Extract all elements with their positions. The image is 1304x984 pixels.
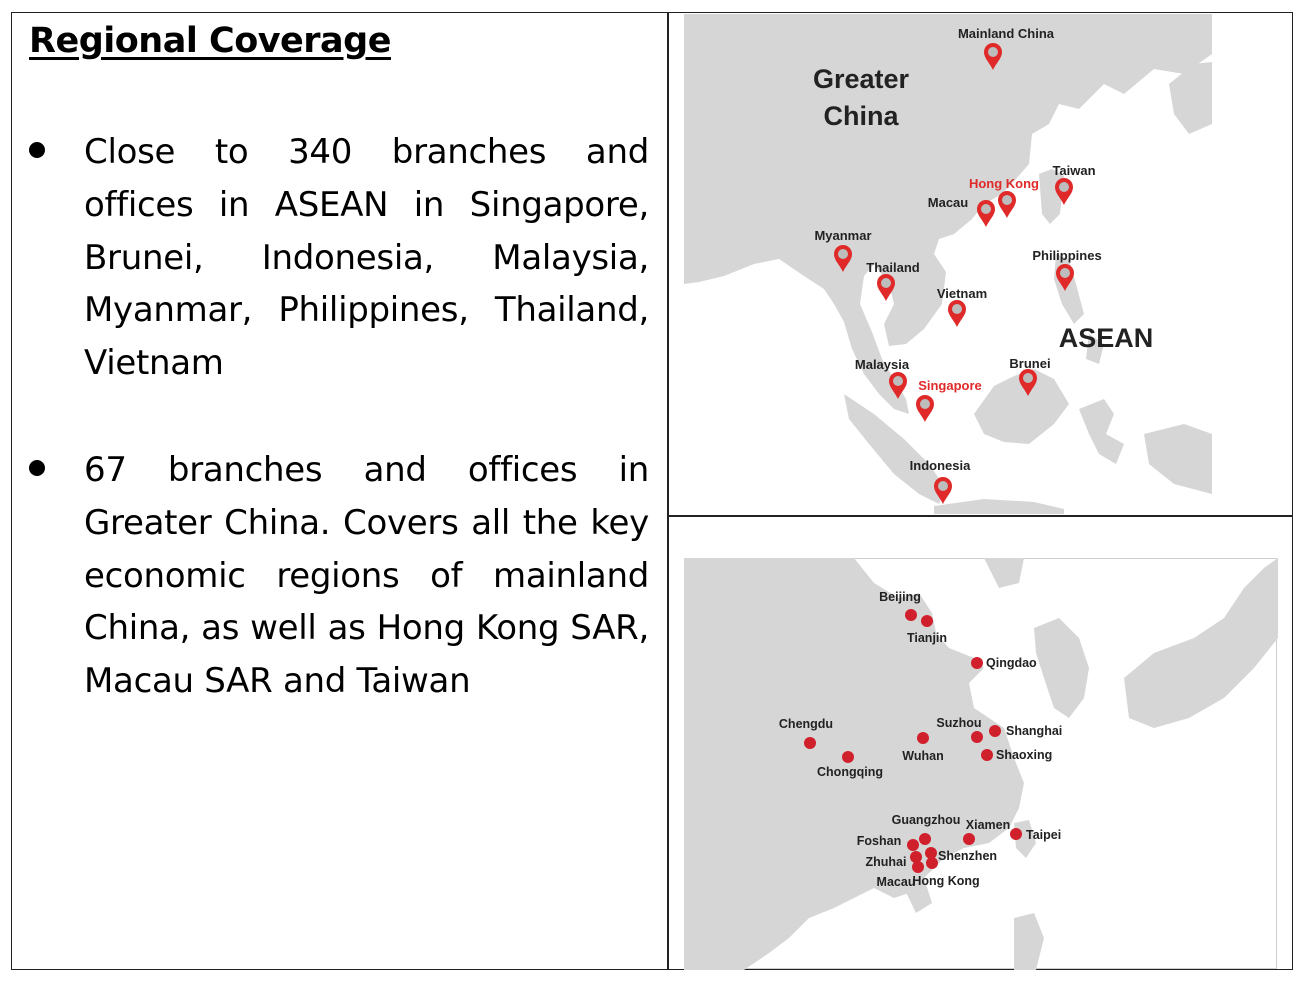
city-label-guangzhou: Guangzhou bbox=[891, 813, 961, 827]
bullet-asean bbox=[29, 126, 649, 386]
column-divider bbox=[667, 12, 669, 970]
city-label-foshan: Foshan bbox=[856, 834, 902, 848]
city-dot bbox=[910, 851, 922, 863]
region-label-greater-china-2: China bbox=[823, 101, 899, 131]
city-dot bbox=[842, 751, 854, 763]
pin-label-indonesia: Indonesia bbox=[909, 458, 971, 473]
pin-label-malaysia: Malaysia bbox=[854, 357, 910, 372]
region-label-greater-china-1: Greater bbox=[812, 64, 910, 94]
city-label-shanghai: Shanghai bbox=[1006, 724, 1063, 738]
pin-label-mainland-china: Mainland China bbox=[957, 26, 1055, 41]
city-label-chongqing: Chongqing bbox=[817, 765, 883, 779]
pin-center bbox=[1023, 373, 1033, 383]
pin-label-philippines: Philippines bbox=[1032, 248, 1102, 263]
pin-center bbox=[988, 47, 998, 57]
city-dot bbox=[971, 731, 983, 743]
asean-map-svg bbox=[684, 14, 1212, 514]
pin-center bbox=[881, 278, 891, 288]
pin-label-myanmar: Myanmar bbox=[814, 228, 872, 243]
pin-label-singapore: Singapore bbox=[918, 378, 982, 393]
asean-map bbox=[684, 14, 1212, 514]
section-heading: Regional Coverage bbox=[29, 21, 391, 61]
pin-center bbox=[893, 376, 903, 386]
city-label-macau: Macau bbox=[876, 875, 916, 889]
bullet-asean-text: Close to 340 branches and offices in ASEAN in Singapore, Brunei, Indonesia, Malaysia, Myanmar, Philippines, Thailand, Vietnam bbox=[84, 132, 649, 384]
city-dot bbox=[971, 657, 983, 669]
bullet-greater-china-text: 67 branches and offices in Greater China. Covers all the key economic regions of mainland China, as well as Hong Kong SAR, Macau SAR and Taiwan bbox=[84, 450, 649, 702]
city-label-shaoxing: Shaoxing bbox=[996, 748, 1053, 762]
pin-label-vietnam: Vietnam bbox=[936, 286, 988, 301]
pin-label-thailand: Thailand bbox=[866, 260, 920, 275]
city-label-hong-kong: Hong Kong bbox=[912, 874, 980, 888]
city-dot bbox=[907, 839, 919, 851]
city-dot bbox=[981, 749, 993, 761]
city-label-chengdu: Chengdu bbox=[778, 717, 834, 731]
bullet-dot bbox=[29, 460, 45, 476]
pin-center bbox=[1060, 268, 1070, 278]
city-label-tianjin: Tianjin bbox=[906, 631, 948, 645]
city-dot bbox=[989, 725, 1001, 737]
china-map bbox=[684, 558, 1278, 970]
pin-center bbox=[1059, 182, 1069, 192]
city-label-qingdao: Qingdao bbox=[986, 656, 1037, 670]
city-label-suzhou: Suzhou bbox=[936, 716, 982, 730]
bullet-dot bbox=[29, 142, 45, 158]
city-dot bbox=[804, 737, 816, 749]
city-dot bbox=[912, 861, 924, 873]
pin-center bbox=[920, 399, 930, 409]
pin-center bbox=[938, 481, 948, 491]
pin-label-brunei: Brunei bbox=[1009, 356, 1051, 371]
city-dot bbox=[1010, 828, 1022, 840]
city-dot bbox=[926, 857, 938, 869]
pin-label-taiwan: Taiwan bbox=[1052, 163, 1096, 178]
city-label-shenzhen: Shenzhen bbox=[938, 849, 998, 863]
city-label-beijing: Beijing bbox=[879, 590, 921, 604]
city-label-zhuhai: Zhuhai bbox=[865, 855, 907, 869]
city-label-xiamen: Xiamen bbox=[965, 818, 1011, 832]
region-label-asean: ASEAN bbox=[1058, 323, 1154, 353]
city-dot bbox=[921, 615, 933, 627]
coverage-text-cell bbox=[29, 18, 649, 702]
city-label-taipei: Taipei bbox=[1026, 828, 1062, 842]
city-dot bbox=[919, 833, 931, 845]
pin-label-macau: Macau bbox=[927, 195, 969, 210]
city-label-wuhan: Wuhan bbox=[902, 749, 944, 763]
bullet-greater-china bbox=[29, 444, 649, 704]
china-map-svg bbox=[684, 558, 1278, 970]
city-dot bbox=[917, 732, 929, 744]
pin-center bbox=[952, 304, 962, 314]
city-dot bbox=[963, 833, 975, 845]
pin-center bbox=[1002, 195, 1012, 205]
row-divider bbox=[667, 515, 1293, 517]
pin-center bbox=[838, 249, 848, 259]
pin-center bbox=[981, 204, 991, 214]
pin-label-hong-kong: Hong Kong bbox=[968, 176, 1040, 191]
city-dot bbox=[905, 609, 917, 621]
